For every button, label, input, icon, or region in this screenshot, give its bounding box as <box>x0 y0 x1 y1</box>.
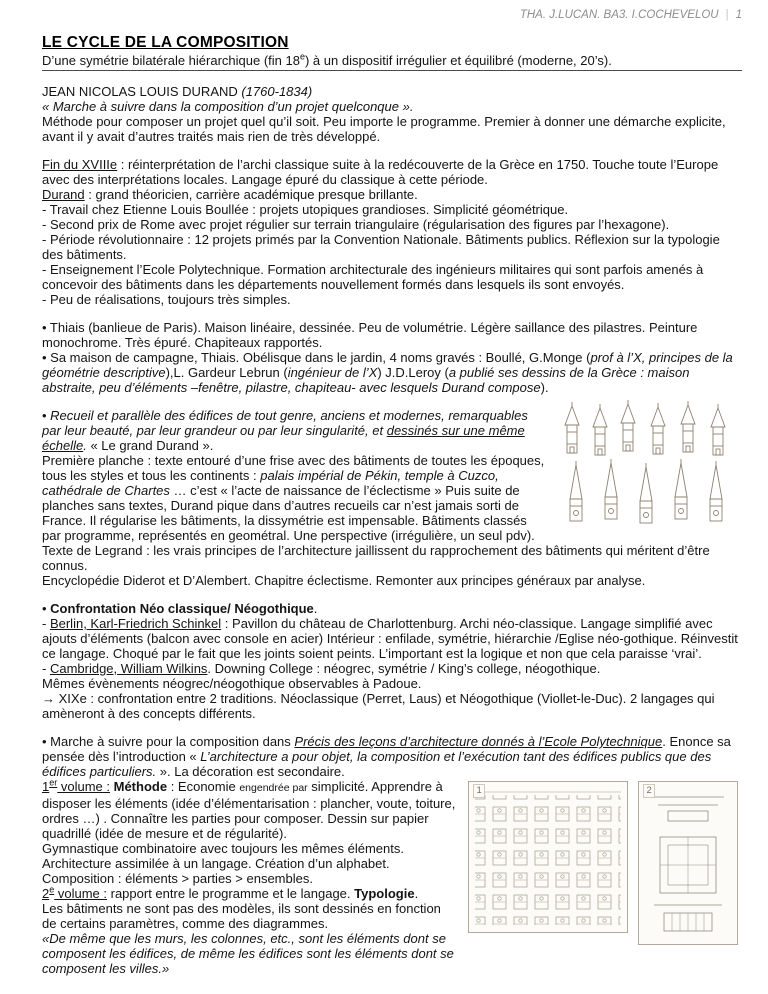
text-run: rapport entre le programme et le langage. <box>107 886 355 901</box>
para-legrand <box>42 543 742 573</box>
text-run: • Marche à suivre pour la composition dans <box>42 734 295 749</box>
text-run: ),L. Gardeur Lebrun ( <box>165 365 288 380</box>
volume-label: 2 <box>42 886 50 901</box>
text-run: - <box>42 616 50 631</box>
document-body <box>42 84 742 976</box>
work-title-underlined: dessinés sur une même échelle <box>42 423 525 453</box>
para-periode-revolutionnaire <box>42 232 742 262</box>
text-run: . Downing College : néogrec, symétrie / King’s college, néogothique. <box>207 661 601 676</box>
underlined-term: Fin du XVIIIe <box>42 157 118 172</box>
header-separator: | <box>725 9 729 21</box>
para-encyclopedie <box>42 573 742 588</box>
plate-1-number: 1 <box>473 784 485 798</box>
text-run: : réinterprétation de l’archi classique suite à la redécouverte de la Grèce en 1750. Touche toute l’Europe avec des interprétations locales. Langage épuré du classique à cette période. <box>42 157 719 187</box>
text-run: - Travail chez Etienne Louis Boullée : projets utopiques grandioses. Simplicité géométrique. <box>42 202 569 217</box>
work-title: Recueil et parallèle des édifices de tout genre, anciens et modernes, remarquables par leur beauté, par leur grandeur ou par leur singularité, et <box>42 408 528 438</box>
text-run: • <box>42 601 51 616</box>
para-fin-xviii <box>42 157 742 187</box>
text-run: - <box>42 661 50 676</box>
precis-plate-2-drawing <box>638 781 738 945</box>
subtitle-text: D’une symétrie bilatérale hiérarchique (fin 18 <box>42 53 300 68</box>
text-run: Gymnastique combinatoire avec toujours les mêmes éléments. <box>42 841 404 856</box>
para-jean-durand <box>42 84 742 99</box>
para-realisations <box>42 292 742 307</box>
precis-plate-2 <box>638 781 738 948</box>
text-run: … c’est « l’acte de naissance de l’éclectisme » Puis suite de planches sans textes, Durand pique dans d’autres recueils car n’est jamais sorti de France. Il régularise les bâtiments, la dissymétrie est impensable. Bâtiments classés par programme, représentés en geométral. Une perspective (irrégulière, un seul pdv). <box>42 483 535 543</box>
page-number: 1 <box>735 9 742 21</box>
subtitle-superscript: e <box>299 51 305 62</box>
text-run: : grand théoricien, carrière académique presque brillante. <box>84 187 418 202</box>
volume-label-superscript: e <box>49 884 55 895</box>
underlined-term: Durand <box>42 187 85 202</box>
text-run: - Peu de réalisations, toujours très simples. <box>42 292 291 307</box>
volume-label: volume : <box>57 779 110 794</box>
text-run: ) J.D.Leroy ( <box>377 365 449 380</box>
text-run: « Le grand Durand ». <box>90 438 214 453</box>
text-run: : Pavillon du château de Charlottenburg. Archi néo-classique. Langage simplifié avec ajouts d’éléments (balcon avec console en acier) Intérieur : enfilade, symétrie, hiérarchie /Eglise néo-gothique. Réinvestit ce langage. Choqué par le fait que les joints soient peints. L’important est la logique et non que cela paraisse ‘vrai’. <box>42 616 738 661</box>
para-marche-citation <box>42 99 742 114</box>
text-run: . <box>83 438 91 453</box>
text-run: ). <box>540 380 549 395</box>
keyword-methode: Méthode <box>113 779 168 794</box>
text-run: - Second prix de Rome avec projet régulier sur terrain triangulaire (régularisation des figures par l’hexagone). <box>42 217 670 232</box>
text-run: Architecture assimilée à un langage. Création d’un alphabet. <box>42 856 390 871</box>
para-travail-boullee <box>42 202 742 217</box>
precis-plates-figure <box>468 781 742 948</box>
text-run: ». La décoration est secondaire. <box>156 764 345 779</box>
text-run: - Enseignement l’Ecole Polytechnique. Formation architecturale des ingénieurs militaires qui sont parfois amenés à concevoir des bâtiments dans les départements nouvellement formés dans lesquels ils sont envoyés. <box>42 262 704 292</box>
parenthetical-note: prof à l’X, principes de la géométrie descriptive <box>42 350 733 380</box>
volume-label-superscript: er <box>49 777 58 788</box>
page-title: LE CYCLE DE LA COMPOSITION <box>42 34 289 51</box>
small-text-run: engendrée par <box>239 782 308 794</box>
text-run: Composition : éléments > parties > ensembles. <box>42 871 313 886</box>
text-run: → XIXe : confrontation entre 2 traditions. Néoclassique (Perret, Laus) et Néogothique (Viollet-le-Duc). 2 langages qui amèneront à des concepts différents. <box>42 691 715 721</box>
para-precis <box>42 734 742 779</box>
para-cambridge-wilkins <box>42 661 742 676</box>
para-xixe-confrontation <box>42 691 742 721</box>
text-run: Texte de Legrand : les vrais principes de l’architecture jaillissent du rapprochement des bâtiments qui méritent d’être connus. <box>42 543 710 573</box>
section-heading: Confrontation Néo classique/ Néogothique <box>50 601 314 616</box>
parenthetical-note: a publié ses dessins de la Grèce : maison abstraite, peu d’éléments –fenêtre, pilastre, chapiteau- avec lesquels Durand compose <box>42 365 690 395</box>
para-thiais <box>42 320 742 350</box>
text-run: Méthode pour composer un projet quel qu’il soit. Peu importe le programme. Premier à donner une démarche explicite, avant il y avait d’autres traités mais rien de très développé. <box>42 114 726 144</box>
recueil-spires-drawing <box>558 397 742 525</box>
plate-2-number: 2 <box>643 784 655 798</box>
header-course-code: THA. J.LUCAN. BA3. I.COCHEVELOU <box>519 9 719 21</box>
para-maison-campagne <box>42 350 742 395</box>
text-run: Mêmes évènements néogrec/néogothique observables à Padoue. <box>42 676 422 691</box>
para-second-prix <box>42 217 742 232</box>
citation-text: « Marche à suivre dans la composition d’un projet quelconque ». <box>42 99 414 114</box>
building-examples: palais impérial de Pékin, temple à Cuzco, cathédrale de Chartes <box>42 468 499 498</box>
text-run: . <box>313 601 318 616</box>
para-durand-theoricien <box>42 187 742 202</box>
citation-text: L’architecture a pour objet, la composition et l’exécution tant des édifices publics que des édifices particuliers. <box>42 749 712 779</box>
text-run: • Thiais (banlieue de Paris). Maison linéaire, dessinée. Peu de volumétrie. Légère saillance des pilastres. Peinture monochrome. Très épuré. Chapiteaux rapportés. <box>42 320 698 350</box>
para-padoue <box>42 676 742 691</box>
para-methode <box>42 114 742 144</box>
text-run: . Enonce sa pensée dès l’introduction « <box>42 734 731 764</box>
text-run: simplicité. Apprendre à disposer les éléments (idée d’élémentarisation : plancher, voute, toiture, ordres …) . Connaître les parties pour composer. Dessin sur papier quadrillé (idée de mesure et de régularité). <box>42 779 456 841</box>
text-run: - Période révolutionnaire : 12 projets primés par la Convention Nationale. Bâtiments publics. Réflexion sur la typologie des bâtiments. <box>42 232 720 262</box>
text-run: • Sa maison de campagne, Thiais. Obélisque dans le jardin, 4 noms gravés : Boullé, G.Monge ( <box>42 350 591 365</box>
text-run: : Economie <box>167 779 240 794</box>
precis-plate-1 <box>468 781 628 936</box>
work-title-underlined: Précis des leçons d’architecture donnés à l’Ecole Polytechnique <box>294 734 663 749</box>
recueil-spires-figure <box>558 397 742 525</box>
volume-label: volume : <box>54 886 107 901</box>
para-berlin-schinkel <box>42 616 742 661</box>
para-confrontation <box>42 601 742 616</box>
person-name: JEAN NICOLAS LOUIS DURAND <box>42 84 242 99</box>
underlined-term: Cambridge, William Wilkins <box>49 661 208 676</box>
subtitle <box>42 53 742 71</box>
text-run: Première planche : texte entouré d’une frise avec des bâtiments de toutes les époques, tous les styles et tous les continents : <box>42 453 545 483</box>
keyword-typologie: Typologie <box>354 886 415 901</box>
volume-label: 1 <box>42 779 50 794</box>
citation-text: «De même que les murs, les colonnes, etc., sont les éléments dont se composent les édifices, de même les édifices sont les éléments dont se composent les villes.» <box>42 931 454 976</box>
parenthetical-note: ingénieur de l’X <box>287 365 378 380</box>
text-run: Encyclopédie Diderot et D’Alembert. Chapitre éclectisme. Remonter aux principes généraux par analyse. <box>42 573 646 588</box>
text-run: • <box>42 408 51 423</box>
subtitle-text: ) à un dispositif irrégulier et équilibré (moderne, 20’s). <box>304 53 612 68</box>
para-enseignement <box>42 262 742 292</box>
precis-plate-1-drawing <box>468 781 628 933</box>
text-run: Les bâtiments ne sont pas des modèles, ils sont dessinés en fonction de certains paramètres, comme des diagrammes. <box>42 901 441 931</box>
page-header <box>42 8 742 23</box>
underlined-term: Berlin, Karl-Friedrich Schinkel <box>49 616 222 631</box>
text-run: . <box>414 886 419 901</box>
dates: (1760-1834) <box>241 84 313 99</box>
